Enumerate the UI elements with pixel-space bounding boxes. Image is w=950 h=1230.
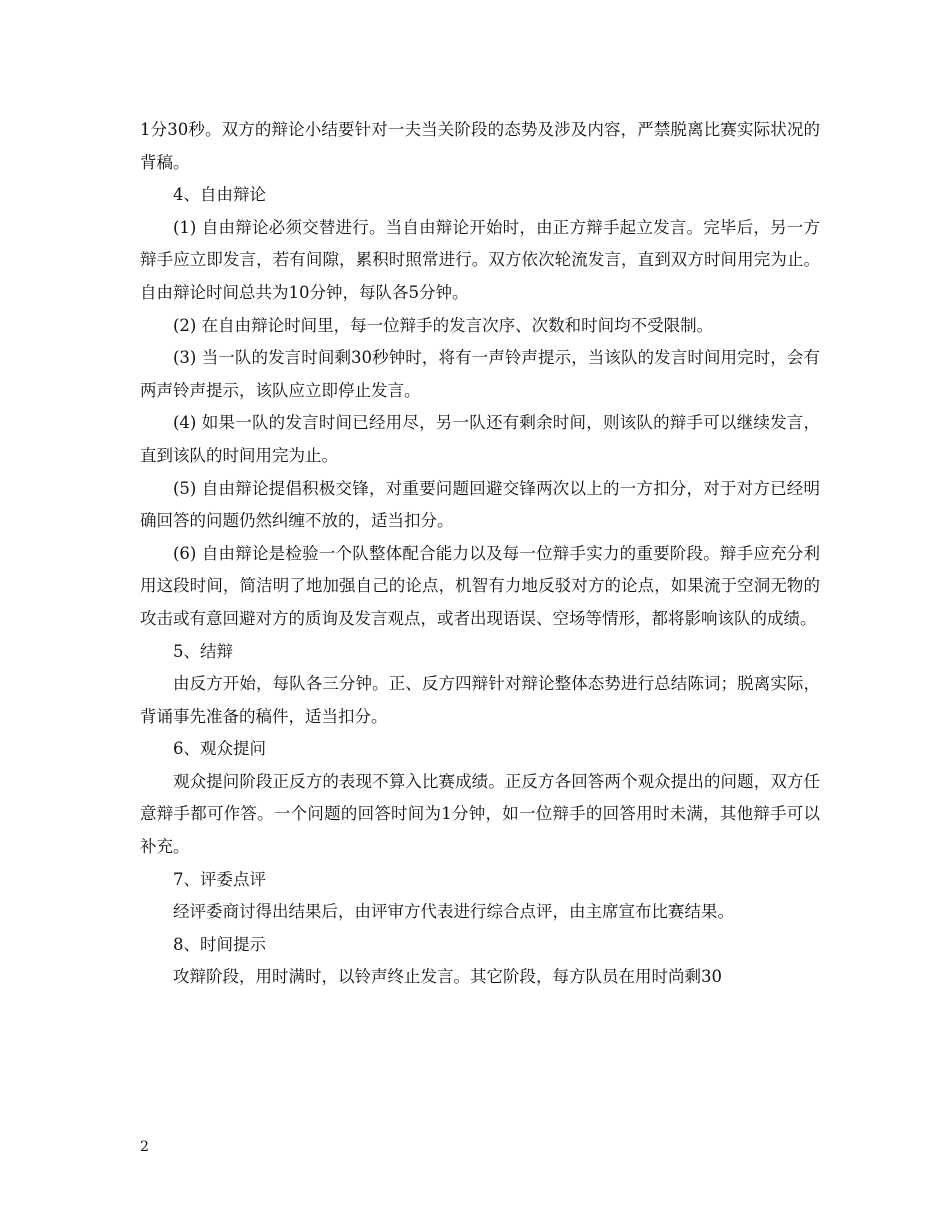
paragraph: (5) 自由辩论提倡积极交锋，对重要问题回避交锋两次以上的一方扣分，对于对方已经明确回答的问题仍然纠缠不放的，适当扣分。 (140, 478, 820, 531)
document-body (140, 114, 820, 994)
section-heading: 8、时间提示 (173, 934, 266, 954)
paragraph: 经评委商讨得出结果后，由评审方代表进行综合点评，由主席宣布比赛结果。 (173, 902, 734, 922)
paragraph: (1) 自由辩论必须交替进行。当自由辩论开始时，由正方辩手起立发言。完毕后，另一方辩手应立即发言，若有间隙，累积时照常进行。双方依次轮流发言，直到双方时间用完为止。自由辩论时间总共为10分钟，每队各5分钟。 (140, 217, 820, 302)
paragraph: (2) 在自由辩论时间里，每一位辩手的发言次序、次数和时间均不受限制。 (173, 315, 714, 335)
page-number: 2 (140, 1139, 149, 1155)
paragraph: 由反方开始，每队各三分钟。正、反方四辩针对辩论整体态势进行总结陈词；脱离实际，背诵事先准备的稿件，适当扣分。 (140, 674, 820, 726)
paragraph: (3) 当一队的发言时间剩30秒钟时，将有一声铃声提示，当该队的发言时间用完时，会有两声铃声提示，该队应立即停止发言。 (140, 348, 820, 400)
section-heading: 7、评委点评 (173, 869, 266, 889)
paragraph: 观众提问阶段正反方的表现不算入比赛成绩。正反方各回答两个观众提出的问题，双方任意辩手都可作答。一个问题的回答时间为1分钟，如一位辩手的回答用时未满，其他辩手可以补充。 (140, 771, 820, 857)
paragraph: 攻辩阶段，用时满时，以铃声终止发言。其它阶段，每方队员在用时尚剩30 (173, 967, 722, 987)
section-heading: 5、结辩 (173, 641, 233, 661)
section-heading: 6、观众提问 (173, 739, 266, 759)
section-heading: 4、自由辩论 (173, 185, 266, 205)
paragraph: (4) 如果一队的发言时间已经用尽，另一队还有剩余时间，则该队的辩手可以继续发言，直到该队的时间用完为止。 (140, 413, 820, 465)
paragraph: (6) 自由辩论是检验一个队整体配合能力以及每一位辩手实力的重要阶段。辩手应充分利用这段时间，简洁明了地加强自己的论点，机智有力地反驳对方的论点，如果流于空洞无物的攻击或有意回避对方的质询及发言观点，或者出现语误、空场等情形，都将影响该队的成绩。 (140, 543, 820, 628)
paragraph: 1分30秒。双方的辩论小结要针对一夫当关阶段的态势及涉及内容，严禁脱离比赛实际状况的背稿。 (140, 120, 820, 172)
